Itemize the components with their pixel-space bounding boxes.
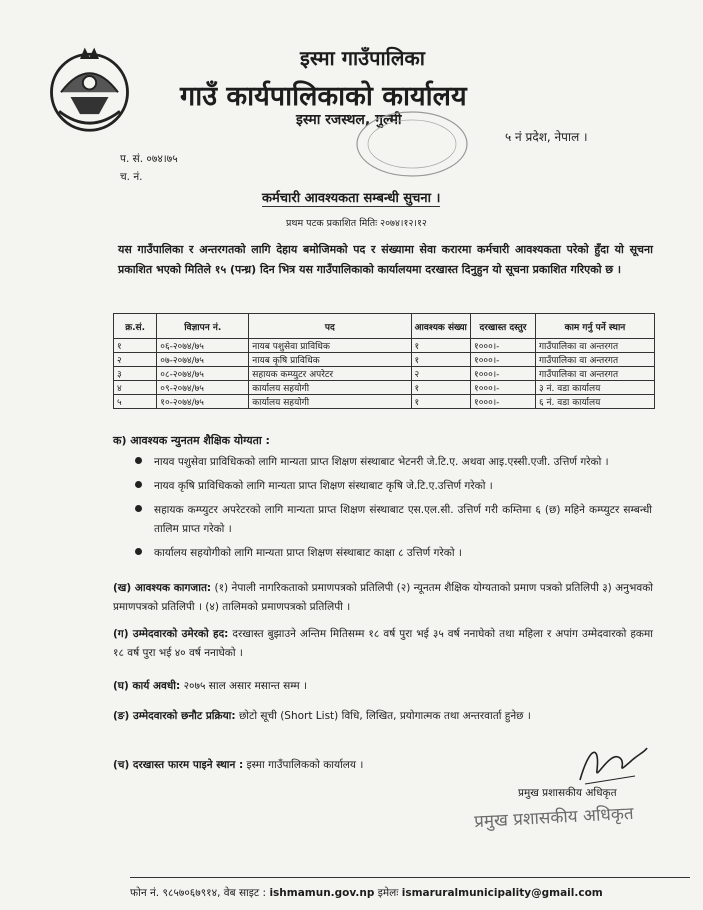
bullet-icon — [135, 505, 142, 512]
table-cell: १ — [411, 339, 471, 353]
signatory-title: प्रमुख प्रशासकीय अधिकृत — [518, 787, 617, 799]
bullet-icon — [135, 481, 142, 488]
dispatch-number: च. नं. — [120, 171, 143, 183]
office-stamp — [352, 108, 472, 180]
table-cell: ३ — [114, 367, 157, 381]
table-header-cell: पद — [249, 314, 411, 339]
letter-number: प. सं. ०७४।७५ — [120, 153, 178, 165]
table-cell: कार्यालय सहयोगी — [249, 395, 411, 409]
section-label: (ख) आवश्यक कागजात: — [113, 582, 212, 594]
list-item — [132, 477, 652, 496]
bullet-icon — [135, 457, 142, 464]
table-cell: कार्यालय सहयोगी — [249, 381, 411, 395]
table-cell: १ — [411, 353, 471, 367]
work-period-section — [113, 677, 653, 696]
table-cell: ०६-२०७४/७५ — [157, 339, 249, 353]
table-cell: १ — [411, 381, 471, 395]
list-item-text: नायव कृषि प्राविधिकको लागि मान्यता प्राप्त शिक्षण संस्थाबाट कृषि जे.टि.ए.उत्तिर्ण गरेको । — [154, 480, 493, 492]
qualification-list — [132, 453, 652, 568]
documents-section — [113, 579, 653, 617]
email-address: ismaruralmunicipality@gmail.com — [401, 887, 603, 899]
section-text: दरखास्त बुझाउने अन्तिम मितिसम्म १८ वर्ष पुरा भई ३५ वर्ष ननाघेको तथा महिला र अपांग उम्मेदवारको हकमा १८ वर्ष पुरा भई ४० वर्ष ननाघेको । — [113, 628, 653, 659]
table-cell: नायब पशुसेवा प्राविधिक — [249, 339, 411, 353]
table-header-row — [114, 314, 655, 339]
table-header-cell: क्र.सं. — [114, 314, 157, 339]
table-cell: गाउँपालिका वा अन्तरगत — [535, 353, 654, 367]
section-label: (ङ) उम्मेदवारको छनौट प्रक्रिया: — [113, 710, 236, 722]
list-item-text: कार्यालय सहयोगीको लागि मान्यता प्राप्त शिक्षण संस्थाबाट काक्षा ८ उत्तिर्ण गरेको । — [154, 547, 462, 559]
table-cell: ५ — [114, 395, 157, 409]
section-label: (ग) उम्मेदवारको उमेरको हद: — [113, 628, 229, 640]
signature — [575, 740, 650, 785]
table-cell: २ — [114, 353, 157, 367]
list-item — [132, 544, 652, 563]
footer-contact — [130, 886, 603, 900]
email-label: इमेलः — [377, 887, 399, 899]
table-cell: १०००।- — [471, 381, 536, 395]
nepal-emblem-logo — [42, 40, 137, 135]
table-cell: १०००।- — [471, 395, 536, 409]
table-cell: गाउँपालिका वा अन्तरगत — [535, 367, 654, 381]
table-cell: ०९-२०७४/७५ — [157, 381, 249, 395]
notice-subject: कर्मचारी आवश्यकता सम्बन्धी सुचना । — [262, 188, 440, 207]
bullet-icon — [135, 548, 142, 555]
footer-divider — [130, 877, 690, 878]
phone-number: ९८५७०६७९१४, — [162, 887, 221, 899]
table-cell: नायब कृषि प्राविधिक — [249, 353, 411, 367]
table-cell: गाउँपालिका वा अन्तरगत — [535, 339, 654, 353]
table-cell: १०-२०७४/७५ — [157, 395, 249, 409]
section-text: (१) नेपाली नागरिकताको प्रमाणपत्रको प्रतिलिपी (२) न्यूनतम शैक्षिक योग्यताको प्रमाण पत्रको प्रतिलिपी ३) अनुभवको प्रमाणपत्रको प्रतिलिपी । (४) तालिमको प्रमाणपत्रको प्रतिलिपी । — [113, 582, 653, 613]
province-label: ५ नं प्रदेश, नेपाल । — [505, 130, 588, 144]
list-item-text: सहायक कम्प्युटर अपरेटरको लागि मान्यता प्राप्त शिक्षण संस्थाबाट एस.एल.सी. उत्तिर्ण गरी कम्तिमा ६ (छ) महिने कम्प्युटर सम्बन्धी तालिम प्राप्त गरेको । — [154, 504, 652, 535]
table-header-cell: काम गर्नु पर्ने स्थान — [535, 314, 654, 339]
section-label: (च) दरखास्त फारम पाइने स्थान : — [113, 759, 244, 771]
website-link: ishmamun.gov.np — [269, 887, 375, 899]
table-row — [114, 381, 655, 395]
table-cell: १०००।- — [471, 353, 536, 367]
section-text: इस्मा गाउँपालिकको कार्यालय । — [243, 759, 364, 771]
table-cell: ६ नं. वडा कार्यालय — [535, 395, 654, 409]
table-cell: ४ — [114, 381, 157, 395]
section-text: २०७५ साल असार मसान्त सम्म । — [180, 680, 307, 692]
notice-intro: यस गाउँपालिका र अन्तरगतको लागि देहाय बमोजिमको पद र संख्यामा सेवा करारमा कर्मचारी आवश्यकता परेको हुँदा यो सूचना प्रकाशित भएको मितिले १५ (पन्ध्र) दिन भित्र यस गाउँपालिकाको कार्यालयमा दरखास्त दिनुहुन यो सूचना प्रकाशित गरिएको छ । — [118, 243, 653, 276]
table-header-cell: विज्ञापन नं. — [157, 314, 249, 339]
table-cell: ३ नं. वडा कार्यालय — [535, 381, 654, 395]
phone-label: फोन नं. — [130, 887, 160, 899]
form-location-section — [113, 756, 653, 775]
list-item-text: नायव पशुसेवा प्राविधिकको लागि मान्यता प्राप्त शिक्षण संस्थाबाट भेटनरी जे.टि.ए. अथवा आइ.एस्सी.एजी. उत्तिर्ण गरेको । — [154, 456, 609, 468]
table-cell: १ — [411, 395, 471, 409]
table-cell: ०८-२०७४/७५ — [157, 367, 249, 381]
table-cell: २ — [411, 367, 471, 381]
office-name: गाउँ कार्यपालिकाको कार्यालय — [180, 81, 467, 112]
table-cell: १०००।- — [471, 339, 536, 353]
table-row — [114, 353, 655, 367]
published-date: प्रथम पटक प्रकाशित मितिः २०७४।१२।१२ — [286, 218, 427, 229]
vacancy-table — [113, 313, 655, 409]
table-cell: ०७-२०७४/७५ — [157, 353, 249, 367]
table-header-cell: आवश्यक संख्या — [411, 314, 471, 339]
list-item — [132, 501, 652, 539]
selection-process-section — [113, 707, 653, 726]
section-label: (घ) कार्य अवधी: — [113, 680, 181, 692]
qualification-title: क) आवश्यक न्युनतम शैक्षिक योग्यता : — [113, 434, 270, 447]
age-limit-section — [113, 625, 653, 663]
table-row — [114, 367, 655, 381]
designation-stamp: प्रमुख प्रशासकीय अधिकृत — [473, 803, 635, 833]
office-location: इस्मा रजस्थल, गुल्मी — [296, 112, 402, 128]
website-label: वेब साइट : — [223, 887, 267, 899]
table-header-cell: दरखास्त दस्तुर — [471, 314, 536, 339]
table-row — [114, 339, 655, 353]
list-item — [132, 453, 652, 472]
municipality-name: इस्मा गाउँपालिका — [300, 46, 425, 70]
table-cell: १ — [114, 339, 157, 353]
table-cell: सहायक कम्प्युटर अपरेटर — [249, 367, 411, 381]
section-text: छोटो सूची (Short List) विधि, लिखित, प्रयोगात्मक तथा अन्तरवार्ता हुनेछ । — [235, 710, 531, 722]
table-row — [114, 395, 655, 409]
table-cell: १०००।- — [471, 367, 536, 381]
